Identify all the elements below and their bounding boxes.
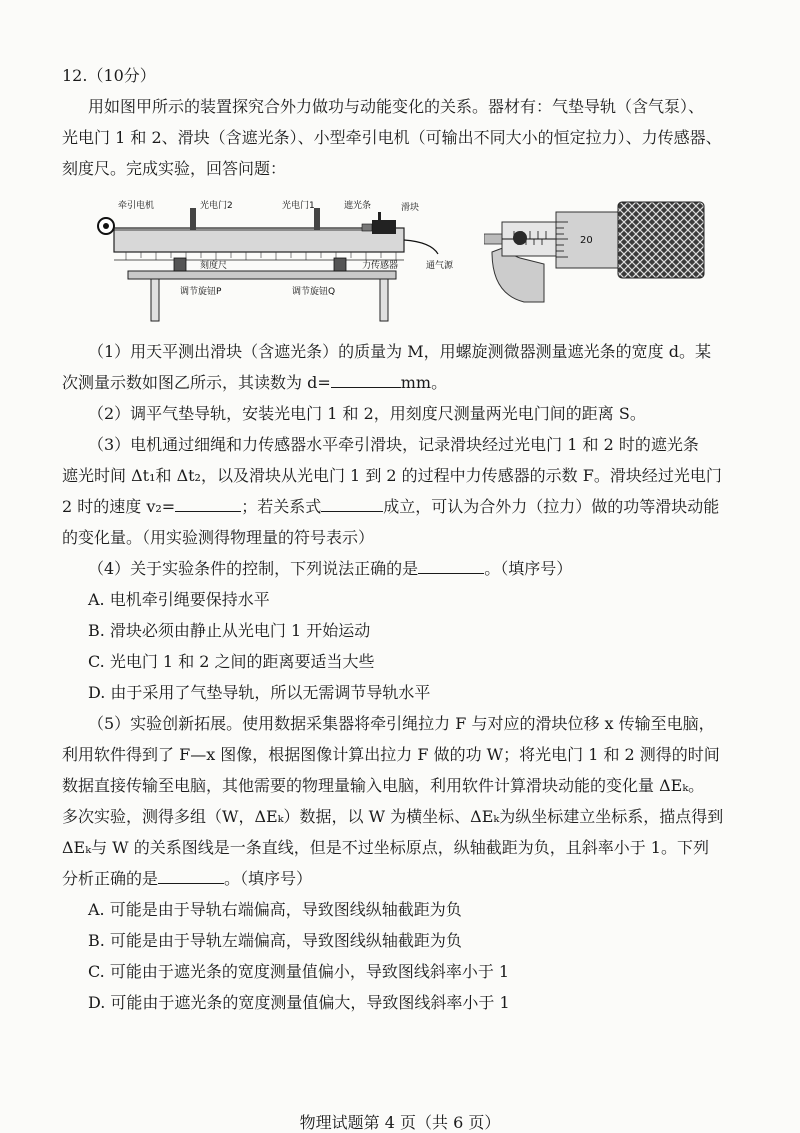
part3-line-b: 遮光时间 Δt₁和 Δt₂，以及滑块从光电门 1 到 2 的过程中力传感器的示数 F。滑块经过光电门 <box>62 466 722 485</box>
part5-line-b: 利用软件得到了 F—x 图像，根据图像计算出拉力 F 做的功 W；将光电门 1 和 2 测得的时间 <box>62 745 720 764</box>
part5-line-f: 分析正确的是 。（填序号） <box>62 869 313 888</box>
part4-option-a: A. 电机牵引绳要保持水平 <box>88 590 270 609</box>
ratchet-knob <box>618 202 704 278</box>
part5-line-a: （5）实验创新拓展。使用数据采集器将牵引绳拉力 F 与对应的滑块位移 x 传输至电脑， <box>88 714 715 733</box>
part3-line-d: 的变化量。（用实验测得物理量的符号表示） <box>62 528 375 547</box>
shade-strip-icon <box>378 212 381 221</box>
gate1-icon <box>314 208 320 230</box>
answer-blank-v2[interactable] <box>175 497 241 512</box>
part5-line-d: 多次实验，测得多组（W，ΔEₖ）数据，以 W 为横坐标、ΔEₖ为纵坐标建立坐标系，描点得到 <box>62 807 724 826</box>
label-ruler: 刻度尺 <box>200 261 228 271</box>
page-footer: 物理试题第 4 页（共 6 页） <box>299 1113 501 1132</box>
air-hose <box>404 240 438 254</box>
part3-line-a: （3）电机通过细绳和力传感器水平牵引滑块，记录滑块经过光电门 1 和 2 时的遮光条 <box>88 435 699 454</box>
answer-blank-part4[interactable] <box>418 559 484 574</box>
part4-option-d: D. 由于采用了气垫导轨，所以无需调节导轨水平 <box>88 683 431 702</box>
label-motor: 牵引电机 <box>118 201 155 211</box>
lock-knob-icon <box>513 231 527 245</box>
question-header: 12.（10分） <box>62 66 156 85</box>
knob-p <box>174 258 186 271</box>
answer-blank-relation[interactable] <box>321 497 383 512</box>
part5-option-b: B. 可能是由于导轨左端偏高，导致图线纵轴截距为负 <box>88 931 462 950</box>
part2-line: （2）调平气垫导轨，安装光电门 1 和 2，用刻度尺测量两光电门间的距离 S。 <box>88 404 646 423</box>
label-knob-q: 调节旋钮Q <box>292 287 336 297</box>
air-track-rail <box>114 228 404 252</box>
answer-blank-part5[interactable] <box>158 869 224 884</box>
label-gate2: 光电门2 <box>200 201 233 211</box>
label-knob-p: 调节旋钮P <box>180 287 222 297</box>
part1-line-a: （1）用天平测出滑块（含遮光条）的质量为 M，用螺旋测微器测量遮光条的宽度 d。某 <box>88 342 711 361</box>
ruler-ticks <box>126 252 396 260</box>
part4-option-c: C. 光电门 1 和 2 之间的距离要适当大些 <box>88 652 375 671</box>
table-leg-right <box>380 279 388 321</box>
gate2-icon <box>190 208 196 230</box>
part3-line-c: 2 时的速度 v₂= ；若关系式 成立，可认为合外力（拉力）做的功等滑块动能 <box>62 497 720 516</box>
thimble-mark: 20 <box>580 235 593 246</box>
part1-line-b: 次测量示数如图乙所示，其读数为 d= mm。 <box>62 373 448 392</box>
part5-line-e: ΔEₖ与 W 的关系图线是一条直线，但是不过坐标原点，纵轴截距为负，且斜率小于 1。下列 <box>62 838 709 857</box>
force-sensor-icon <box>362 224 372 231</box>
intro-line-3: 刻度尺。完成实验，回答问题： <box>62 159 287 178</box>
part4-line: （4）关于实验条件的控制，下列说法正确的是 。（填序号） <box>88 559 573 578</box>
label-gate1: 光电门1 <box>282 201 315 211</box>
track-base <box>128 271 396 279</box>
intro-line-1: 用如图甲所示的装置探究合外力做功与动能变化的关系。器材有：气垫导轨（含气泵）、 <box>88 97 705 116</box>
knob-q <box>334 258 346 271</box>
part5-line-c: 数据直接传输至电脑，其他需要的物理量输入电脑，利用软件计算滑块动能的变化量 ΔEₖ。 <box>62 776 705 795</box>
part5-option-c: C. 可能由于遮光条的宽度测量值偏小，导致图线斜率小于 1 <box>88 962 510 981</box>
answer-blank-d[interactable] <box>331 373 401 388</box>
spindle-icon <box>484 234 502 244</box>
slider-icon <box>372 220 396 234</box>
part5-option-a: A. 可能是由于导轨右端偏高，导致图线纵轴截距为负 <box>88 900 462 919</box>
label-shade: 遮光条 <box>344 201 372 211</box>
table-leg-left <box>151 279 159 321</box>
label-slider: 滑块 <box>401 203 420 213</box>
label-sensor: 力传感器 <box>362 261 399 271</box>
figure-micrometer <box>484 194 716 312</box>
intro-line-2: 光电门 1 和 2、滑块（含遮光条）、小型牵引电机（可输出不同大小的恒定拉力）、力传感器、 <box>62 128 722 147</box>
part4-option-b: B. 滑块必须由静止从光电门 1 开始运动 <box>88 621 371 640</box>
label-air: 通气源 <box>426 261 454 271</box>
part5-option-d: D. 可能由于遮光条的宽度测量值偏大，导致图线斜率小于 1 <box>88 993 510 1012</box>
figure-air-track <box>96 196 468 326</box>
